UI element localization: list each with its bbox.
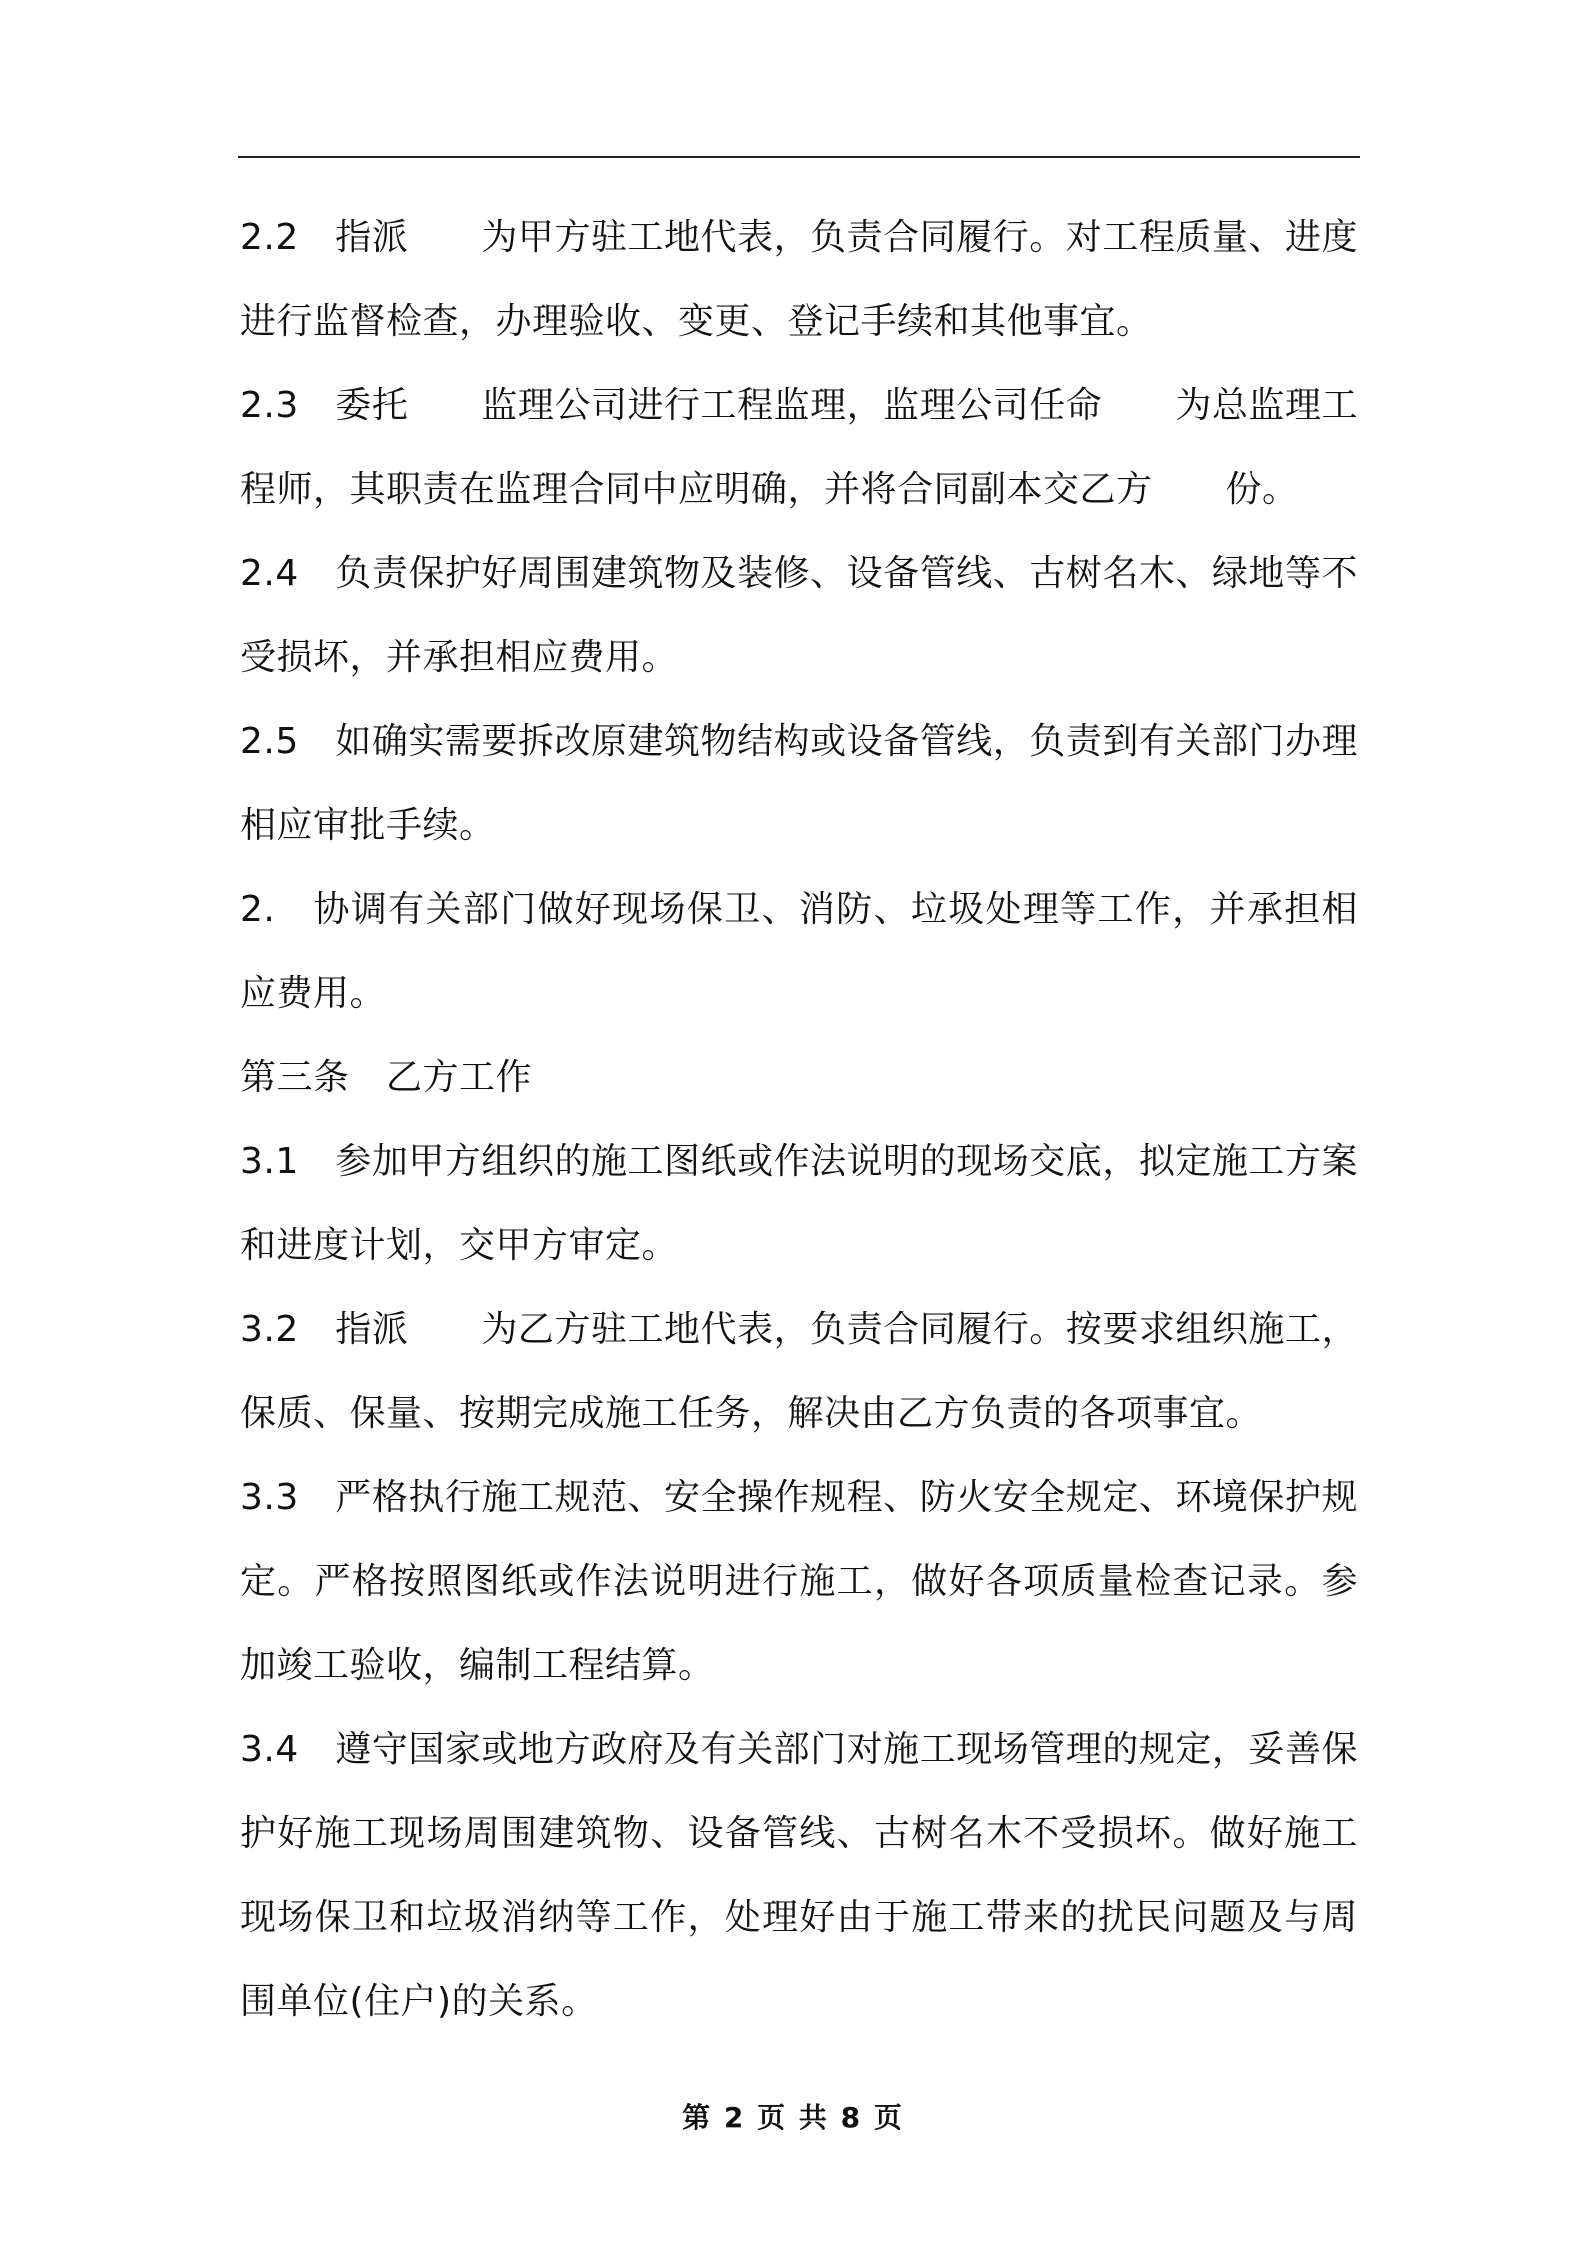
clause-3-1: 3.1 参加甲方组织的施工图纸或作法说明的现场交底，拟定施工方案和进度计划，交甲方审定。 bbox=[240, 1141, 1358, 1266]
clause-2-4: 2.4 负责保护好周围建筑物及装修、设备管线、古树名木、绿地等不受损坏，并承担相应费用。 bbox=[240, 553, 1358, 678]
clause-3-3: 3.3 严格执行施工规范、安全操作规程、防火安全规定、环境保护规定。严格按照图纸或作法说明进行施工，做好各项质量检查记录。参加竣工验收，编制工程结算。 bbox=[240, 1477, 1358, 1686]
clause-3-2: 3.2 指派 为乙方驻工地代表，负责合同履行。按要求组织施工，保质、保量、按期完成施工任务，解决由乙方负责的各项事宜。 bbox=[240, 1309, 1358, 1434]
clause-2-2: 2.2 指派 为甲方驻工地代表，负责合同履行。对工程质量、进度进行监督检查，办理验收、变更、登记手续和其他事宜。 bbox=[240, 217, 1358, 342]
clause-2-5: 2.5 如确实需要拆改原建筑物结构或设备管线，负责到有关部门办理相应审批手续。 bbox=[240, 721, 1358, 846]
article-3-heading: 第三条 乙方工作 bbox=[240, 1057, 533, 1098]
header-rule bbox=[238, 156, 1360, 158]
page-number-footer: 第 2 页 共 8 页 bbox=[682, 2101, 904, 2134]
document-body bbox=[240, 196, 1358, 2044]
clause-2-x: 2. 协调有关部门做好现场保卫、消防、垃圾处理等工作，并承担相应费用。 bbox=[240, 889, 1358, 1014]
clause-3-4: 3.4 遵守国家或地方政府及有关部门对施工现场管理的规定，妥善保护好施工现场周围建筑物、设备管线、古树名木不受损坏。做好施工现场保卫和垃圾消纳等工作，处理好由于施工带来的扰民问题及与周围单位(住户)的关系。 bbox=[240, 1729, 1358, 2022]
clause-2-3: 2.3 委托 监理公司进行工程监理，监理公司任命 为总监理工程师，其职责在监理合同中应明确，并将合同副本交乙方 份。 bbox=[240, 385, 1358, 510]
